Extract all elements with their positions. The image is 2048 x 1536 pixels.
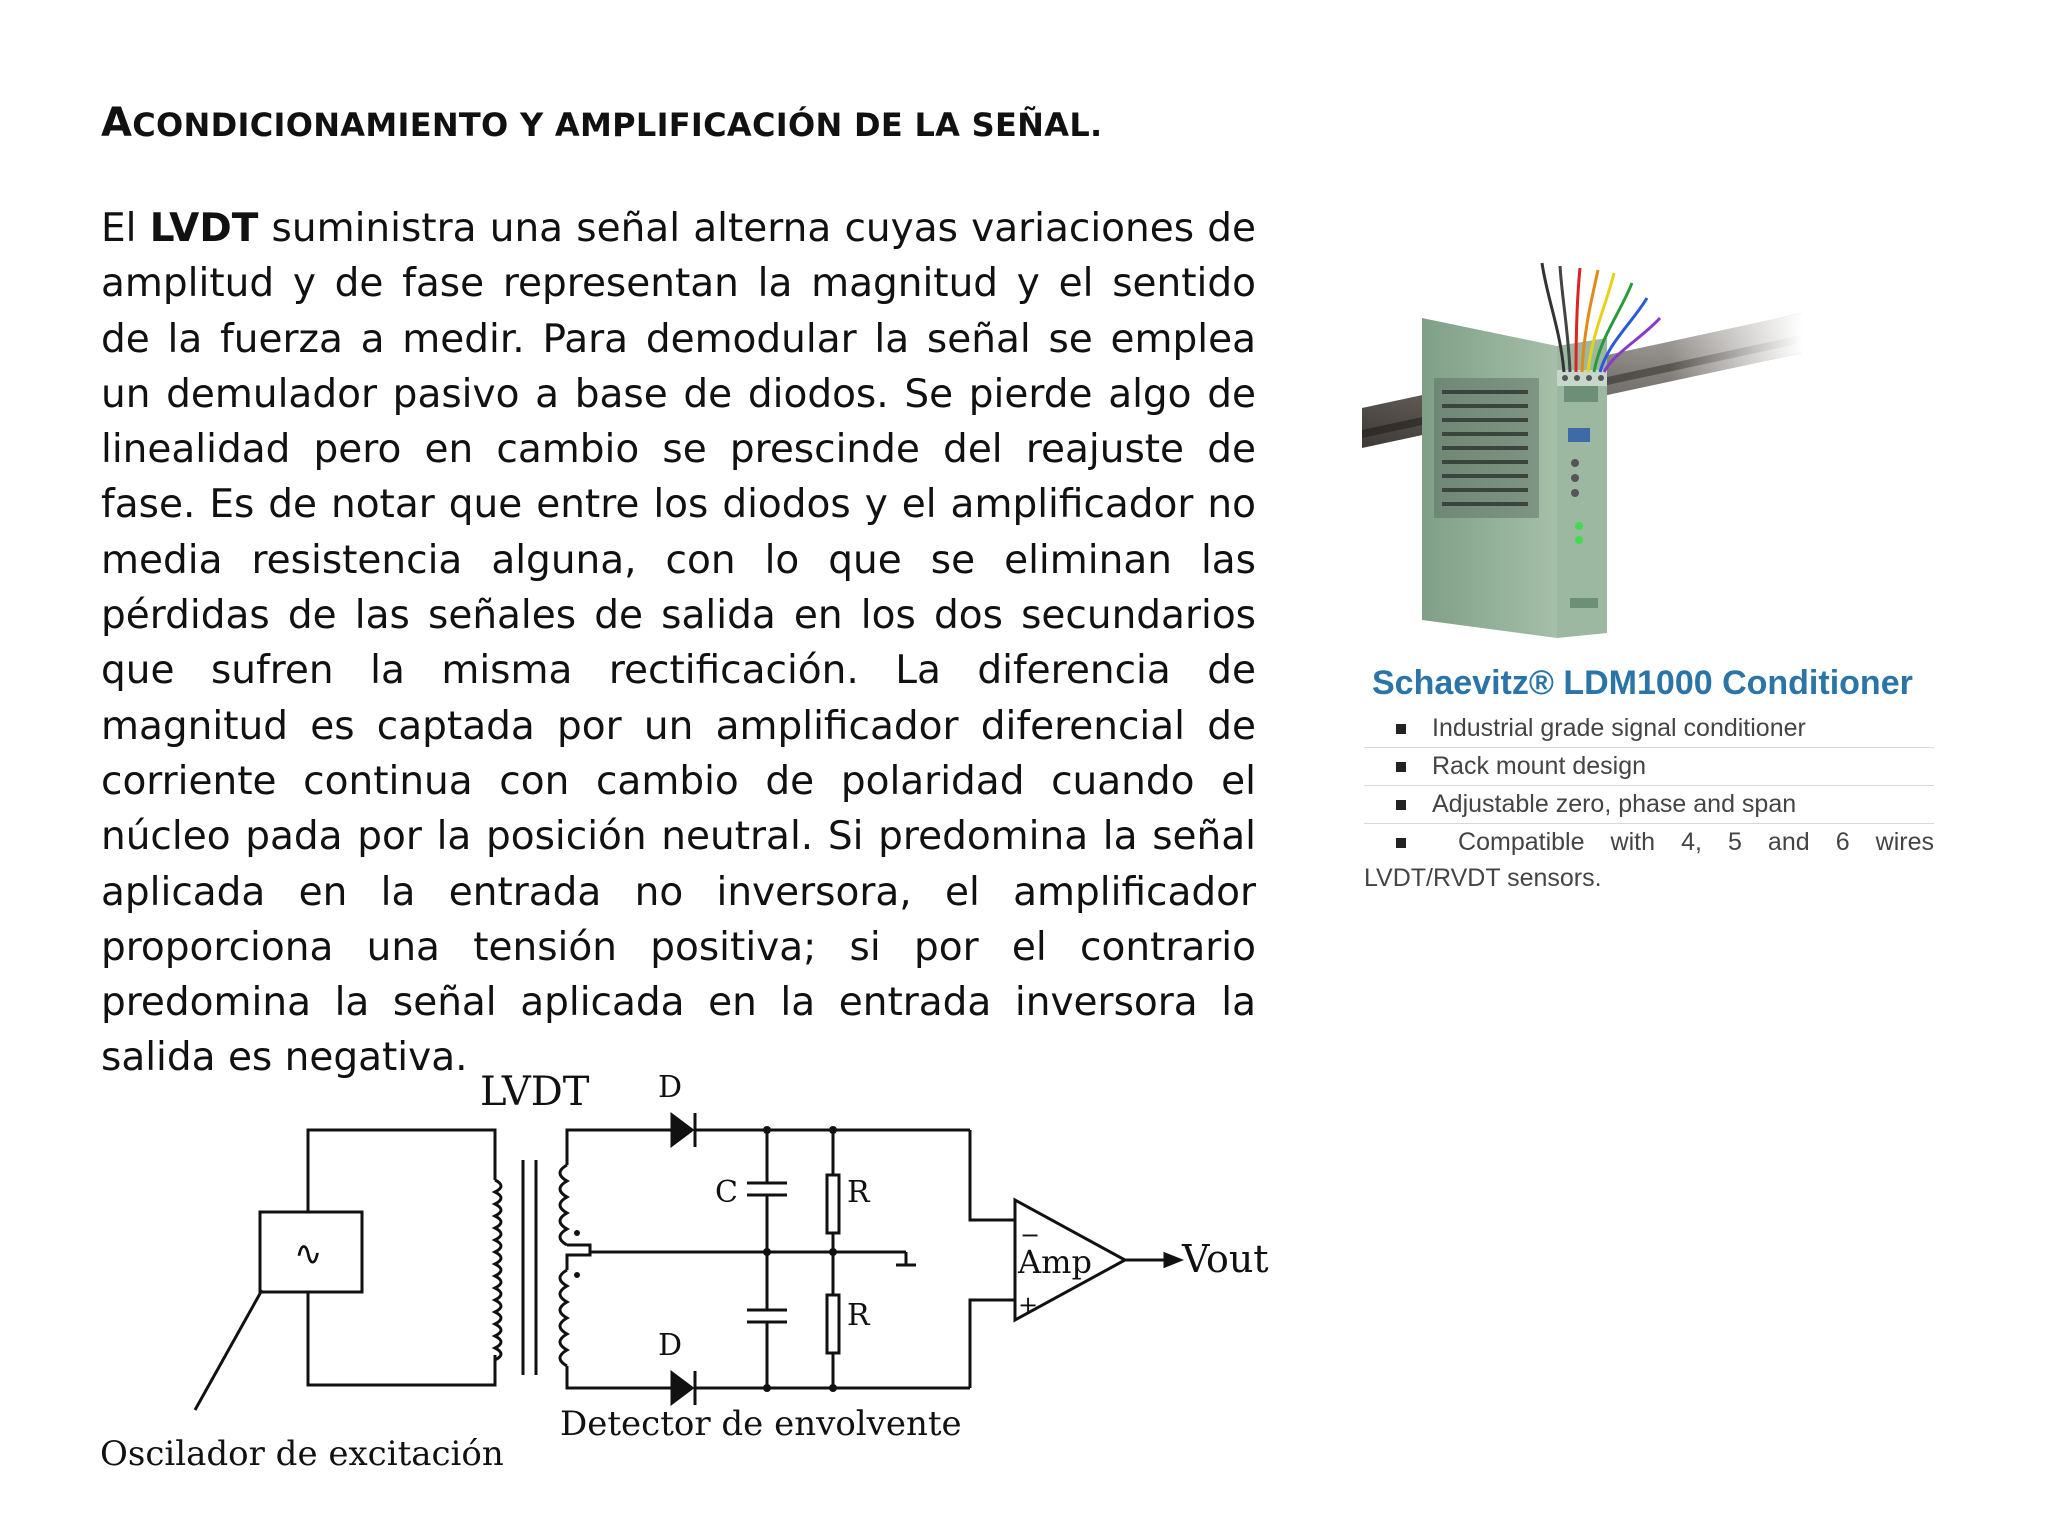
conditioner-module xyxy=(1422,318,1607,638)
feature-item xyxy=(1364,786,1934,824)
product-photo xyxy=(1342,258,1960,658)
feature-word: 6 xyxy=(1835,828,1850,856)
feature-text: Adjustable zero, phase and span xyxy=(1432,790,1797,818)
paragraph-term: LVDT xyxy=(149,206,259,251)
lvdt-label: LVDT xyxy=(480,1069,590,1115)
diode-top xyxy=(672,1113,695,1147)
feature-continuation: LVDT/RVDT sensors. xyxy=(1364,864,1602,892)
feature-item xyxy=(1364,824,1934,861)
oscillator-leader xyxy=(195,1290,262,1410)
feature-text: Industrial grade signal conditioner xyxy=(1432,714,1806,742)
amp-minus-sign: − xyxy=(1020,1221,1041,1249)
paragraph-intro: El xyxy=(101,206,150,251)
bullet-icon xyxy=(1396,724,1406,734)
diode-top-label: D xyxy=(658,1070,683,1105)
resistor-bottom xyxy=(827,1252,839,1388)
resistor-bottom-label: R xyxy=(847,1298,870,1333)
detector-caption: Detector de envolvente xyxy=(560,1404,962,1444)
lvdt-circuit-diagram xyxy=(90,1065,1290,1485)
diode-bottom xyxy=(672,1371,695,1405)
primary-coil xyxy=(495,1180,501,1360)
capacitor-label: C xyxy=(715,1175,738,1210)
diode-bottom-label: D xyxy=(658,1328,683,1363)
secondary-coil-top xyxy=(560,1165,567,1245)
feature-word: 5 xyxy=(1727,828,1742,856)
feature-word: 4, xyxy=(1681,828,1702,856)
title-rest: CONDICIONAMIENTO Y AMPLIFICACIÓN DE LA SEÑAL. xyxy=(132,106,1103,144)
bullet-icon xyxy=(1396,838,1406,848)
capacitor-bottom xyxy=(747,1252,787,1388)
oscillator-caption: Oscilador de excitación xyxy=(100,1434,504,1474)
amp-label: Amp xyxy=(1018,1243,1092,1281)
feature-word: Compatible xyxy=(1458,828,1585,856)
secondary-coil-bottom xyxy=(560,1270,567,1366)
body-paragraph xyxy=(101,201,1256,1086)
amp-plus-sign: + xyxy=(1018,1291,1039,1319)
page-title xyxy=(101,100,1102,146)
feature-word: wires xyxy=(1875,828,1934,856)
product-image xyxy=(1342,258,1960,922)
transformer-core xyxy=(523,1160,536,1375)
resistor-top xyxy=(827,1130,839,1252)
junction-dots xyxy=(574,1126,837,1392)
paragraph-body: suministra una señal alterna cuyas variaciones de amplitud y de fase representan la magnitud y el sentido de la fuerza a medir. Para demodular la señal se emplea un demulador pasivo a base de diodos. Se pierde algo de linealidad pero en cambio se prescinde del reajuste de fase. Es de notar que entre los diodos y el amplificador no media resistencia alguna, con lo que se eliminan las pérdidas de las señales de salida en los dos secundarios que sufren la misma rectificación. La diferencia de magnitud es captada por un amplificador diferencial de corriente continua con cambio de polaridad cuando el núcleo pada por la posición neutral. Si predomina la señal aplicada en la entrada no inversora, el amplificador proporciona una tensión positiva; si por el contrario predomina la señal aplicada en la entrada inversora la salida es negativa. xyxy=(101,206,1257,1081)
feature-word: with xyxy=(1610,828,1656,856)
capacitor-top xyxy=(747,1130,787,1252)
vout-label: Vout xyxy=(1182,1237,1269,1281)
feature-item xyxy=(1364,710,1934,748)
feature-word: and xyxy=(1767,828,1810,856)
feature-item xyxy=(1364,748,1934,786)
feature-list xyxy=(1364,710,1934,861)
bullet-icon xyxy=(1396,800,1406,810)
oscillator-symbol-icon: ∿ xyxy=(294,1234,323,1274)
title-first-letter: A xyxy=(101,100,133,146)
bullet-icon xyxy=(1396,762,1406,772)
product-name: Schaevitz® LDM1000 Conditioner xyxy=(1372,664,1913,702)
resistor-top-label: R xyxy=(847,1175,870,1210)
feature-text: Rack mount design xyxy=(1432,752,1647,780)
